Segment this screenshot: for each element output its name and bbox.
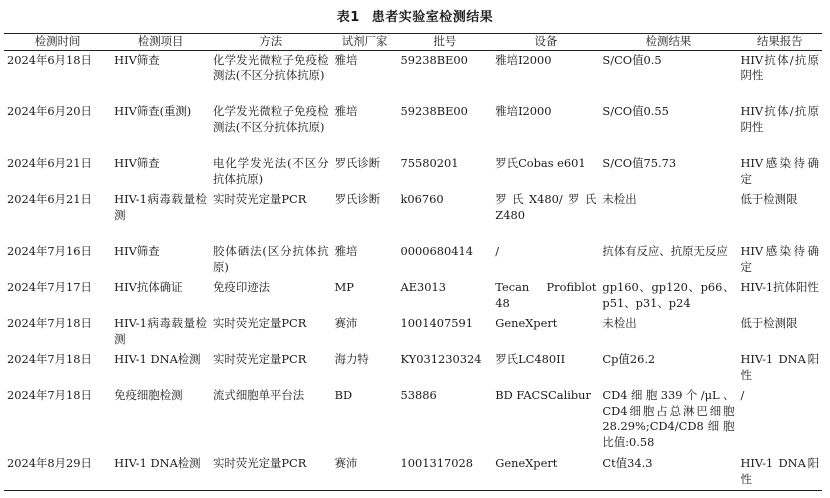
item-cell: HIV-1病毒载量检测 — [114, 192, 208, 222]
result-cell: Cp值26.2 — [602, 352, 656, 367]
result-cell: 抗体有反应、抗原无反应 — [602, 244, 728, 259]
result-cell: gp160、gp120、p66、p51、p31、p24 — [602, 280, 735, 310]
lot-cell: 1001407591 — [400, 316, 473, 331]
method-cell: 流式细胞单平台法 — [213, 388, 305, 403]
date-cell: 2024年6月21日 — [7, 156, 92, 171]
manufacturer-cell: 罗氏诊断 — [334, 156, 381, 171]
header-row — [4, 34, 822, 51]
report-cell: HIV抗体/抗原阴性 — [740, 104, 819, 134]
report-cell: HIV感染待确定 — [740, 156, 819, 186]
device-cell: / — [495, 244, 500, 259]
report-cell: HIV抗体/抗原阴性 — [740, 52, 819, 83]
method-cell: 化学发光微粒子免疫检测法(不区分抗体抗原) — [213, 104, 329, 134]
lab-results-table — [4, 33, 822, 491]
date-cell: 2024年7月18日 — [7, 316, 92, 331]
header-report: 结果报告 — [737, 34, 822, 51]
device-cell: 雅培I2000 — [495, 52, 552, 67]
lot-cell: 75580201 — [400, 156, 459, 171]
result-cell: Ct值34.3 — [599, 454, 737, 490]
report-cell: HIV-1 DNA阳性 — [740, 352, 819, 382]
manufacturer-cell: 罗氏诊断 — [334, 192, 381, 207]
table-row — [4, 386, 822, 454]
method-cell: 化学发光微粒子免疫检测法(不区分抗体抗原) — [213, 52, 329, 83]
date-cell: 2024年7月17日 — [7, 280, 92, 295]
date-cell: 2024年8月29日 — [4, 454, 111, 490]
result-cell: S/CO值75.73 — [602, 156, 677, 171]
method-cell: 实时荧光定量PCR — [213, 192, 307, 207]
result-cell: 未检出 — [602, 192, 637, 207]
lot-cell: 0000680414 — [400, 244, 473, 259]
table-caption — [0, 6, 830, 25]
item-cell: HIV抗体确证 — [114, 280, 183, 295]
table-row — [4, 314, 822, 350]
result-cell: S/CO值0.55 — [602, 104, 669, 119]
date-cell: 2024年7月16日 — [7, 244, 92, 259]
header-result: 检测结果 — [599, 34, 737, 51]
lot-cell: KY031230324 — [400, 352, 482, 367]
header-item: 检测项目 — [111, 34, 210, 51]
result-cell: CD4细胞339个/μL、CD4细胞占总淋巴细胞28.29%;CD4/CD8细胞比值:0.58 — [602, 388, 735, 449]
manufacturer-cell: 赛沛 — [334, 316, 358, 331]
method-cell: 实时荧光定量PCR — [213, 316, 307, 331]
device-cell: 罗氏LC480II — [495, 352, 566, 367]
item-cell: 免疫细胞检测 — [114, 388, 183, 403]
device-cell: 罗氏X480/罗氏Z480 — [495, 192, 597, 222]
header-date: 检测时间 — [4, 34, 111, 51]
item-cell: HIV-1病毒载量检测 — [114, 316, 208, 346]
lot-cell: AE3013 — [400, 280, 447, 295]
method-cell: 实时荧光定量PCR — [213, 352, 307, 367]
report-cell: / — [740, 388, 745, 403]
lot-cell: k06760 — [400, 192, 444, 207]
manufacturer-cell: 雅培 — [334, 244, 358, 259]
report-cell: 低于检测限 — [740, 192, 798, 207]
manufacturer-cell: 雅培 — [334, 52, 358, 67]
result-cell: S/CO值0.5 — [602, 52, 662, 67]
date-cell: 2024年7月18日 — [7, 352, 92, 367]
header-device: 设备 — [492, 34, 599, 51]
header-manufacturer: 试剂厂家 — [332, 34, 398, 51]
lot-cell: 59238BE00 — [400, 52, 468, 67]
method-cell: 电化学发光法(不区分抗体抗原) — [213, 156, 329, 186]
report-cell: 低于检测限 — [740, 316, 798, 331]
device-cell: GeneXpert — [492, 454, 599, 490]
table-label: 表1 — [336, 10, 360, 25]
method-cell: 胶体硒法(区分抗体抗原) — [213, 244, 329, 274]
manufacturer-cell: 雅培 — [334, 104, 358, 119]
report-cell: HIV-1抗体阳性 — [740, 280, 819, 295]
manufacturer-cell: 赛沛 — [332, 454, 398, 490]
method-cell: 免疫印迹法 — [213, 280, 270, 295]
result-cell: 未检出 — [602, 316, 637, 331]
table-row — [4, 278, 822, 314]
table-row — [4, 50, 822, 102]
table-row — [4, 350, 822, 386]
device-cell: 雅培I2000 — [495, 104, 552, 119]
date-cell: 2024年7月18日 — [7, 388, 92, 403]
item-cell: HIV筛查(重测) — [114, 104, 192, 119]
item-cell: HIV-1 DNA检测 — [111, 454, 210, 490]
method-cell: 实时荧光定量PCR — [210, 454, 332, 490]
table-row — [4, 190, 822, 242]
lot-cell: 53886 — [400, 388, 437, 403]
date-cell: 2024年6月18日 — [7, 52, 92, 67]
device-cell: GeneXpert — [495, 316, 558, 331]
table-row — [4, 102, 822, 154]
device-cell: Tecan Profiblot 48 — [495, 280, 597, 310]
item-cell: HIV-1 DNA检测 — [114, 352, 201, 367]
manufacturer-cell: MP — [334, 280, 354, 295]
table-row — [4, 154, 822, 190]
lot-cell: 1001317028 — [398, 454, 493, 490]
item-cell: HIV筛查 — [114, 52, 160, 67]
manufacturer-cell: 海力特 — [334, 352, 369, 367]
report-cell: HIV-1 DNA阳性 — [737, 454, 822, 490]
lot-cell: 59238BE00 — [400, 104, 468, 119]
table-title: 患者实验室检测结果 — [371, 10, 494, 25]
manufacturer-cell: BD — [334, 388, 353, 403]
device-cell: BD FACSCalibur — [495, 388, 591, 403]
table-row — [4, 454, 822, 490]
header-lot: 批号 — [398, 34, 493, 51]
table-row — [4, 242, 822, 278]
report-cell: HIV感染待确定 — [740, 244, 819, 274]
date-cell: 2024年6月20日 — [7, 104, 92, 119]
date-cell: 2024年6月21日 — [7, 192, 92, 207]
item-cell: HIV筛查 — [114, 244, 160, 259]
table-body — [4, 50, 822, 490]
header-method: 方法 — [210, 34, 332, 51]
device-cell: 罗氏Cobas e601 — [495, 156, 586, 171]
item-cell: HIV筛查 — [114, 156, 160, 171]
